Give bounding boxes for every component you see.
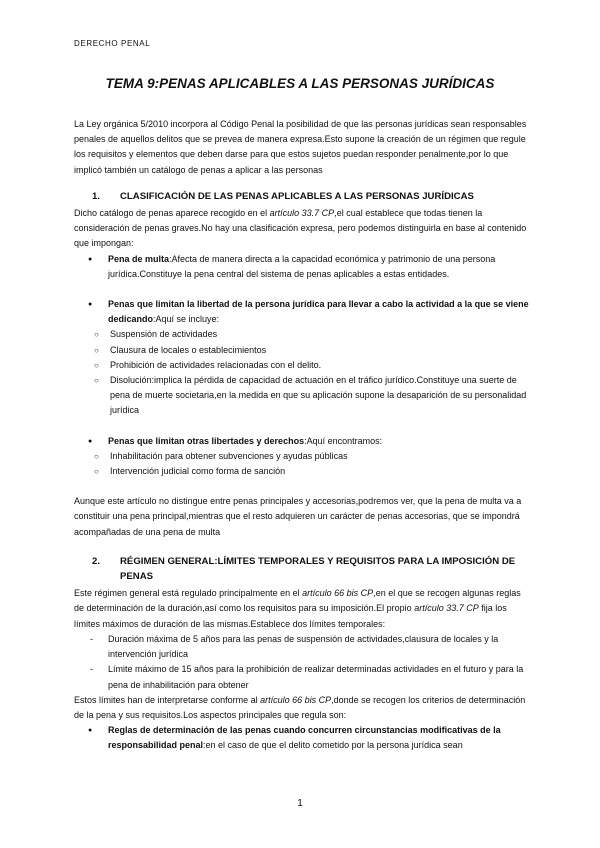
circle-bullet-icon: ○	[94, 345, 99, 355]
dash-icon: -	[90, 664, 93, 675]
sub-list	[74, 327, 530, 418]
section-2-title: RÉGIMEN GENERAL:LÍMITES TEMPORALES Y REQUISITOS PARA LA IMPOSICIÓN DE PENAS	[120, 555, 516, 583]
section-2-number: 2.	[92, 555, 101, 567]
page-number: 1	[297, 798, 303, 809]
circle-bullet-icon: ○	[94, 330, 99, 340]
sub-list-item: ○ Clausura de locales o establecimientos	[74, 343, 530, 358]
list-item: ● Penas que limitan otras libertades y derechos:Aquí encontramos:	[74, 434, 530, 449]
bullet-icon: ●	[88, 301, 93, 309]
sub-list-item: ○ Intervención judicial como forma de sanción	[74, 464, 530, 479]
list-item: ● Pena de multa:Afecta de manera directa a la capacidad económica y patrimonio de una persona jurídica.Constituye la pena central del sistema de penas aplicables a estas entidades.	[74, 252, 530, 282]
running-header: DERECHO PENAL	[74, 39, 151, 48]
bullet-icon: ●	[88, 255, 93, 263]
article-reference: artículo 33.7 CP	[269, 208, 335, 219]
document-title: TEMA 9:PENAS APLICABLES A LAS PERSONAS JURÍDICAS	[105, 76, 495, 91]
section-1-number: 1.	[92, 190, 101, 202]
intro-paragraph: La Ley orgánica 5/2010 incorpora al Código Penal la posibilidad de que las personas jurídicas sean responsables penales de aquellos delitos que se prevea de manera expresa.Esto supone la creación de un régimen que regule los requisitos y elementos que deben darse para que estos sujetos puedan responder penalmente,por lo que implicó también un catálogo de penas a aplicar a las personas	[74, 119, 527, 175]
section-1-closing-paragraph: Aunque este artículo no distingue entre penas principales y accesorias,podremos ver, que la pena de multa va a constituir una pena principal,mientras que el resto adquieren un carácter de penas accesorias, que se impondrá acompañadas de una pena de multa	[74, 496, 522, 537]
list-item-heading: Penas que limitan la libertad de la persona jurídica para llevar a cabo la actividad a la que se viene dedicando	[108, 299, 529, 325]
circle-bullet-icon: ○	[94, 451, 99, 461]
sub-list-item: ○ Disolución:implica la pérdida de capacidad de actuación en el tráfico jurídico.Constituye una suerte de pena de muerte societaria,en la medida en que su aplicación supone la desaparición de su personalidad jurídica	[74, 373, 530, 419]
article-reference: artículo 66 bis CP	[302, 588, 374, 599]
section-1-title: CLASIFICACIÓN DE LAS PENAS APLICABLES A LAS PERSONAS JURÍDICAS	[120, 190, 474, 202]
sub-list-item: ○ Prohibición de actividades relacionadas con el delito.	[74, 358, 530, 373]
article-reference: artículo 33.7 CP	[414, 603, 479, 614]
section-2-heading	[74, 554, 530, 584]
bullet-icon: ●	[88, 727, 93, 735]
sub-list-item: ○ Suspensión de actividades	[74, 327, 530, 342]
sub-list	[74, 449, 530, 479]
list-item-heading: Pena de multa	[108, 253, 170, 264]
sub-list-item: ○ Inhabilitación para obtener subvenciones y ayudas públicas	[74, 449, 530, 464]
list-item-heading: Penas que limitan otras libertades y derechos	[108, 435, 305, 446]
circle-bullet-icon: ○	[94, 376, 99, 386]
document-body	[74, 117, 530, 754]
section-2-paragraph: Este régimen general está regulado principalmente en el artículo 66 bis CP,en el que se recogen algunas reglas de determinación de la duración,así como los requisitos para su imposición.El propio artículo 33.7 CP fija los límites máximos de duración de las mismas.Establece dos límites temporales:	[74, 588, 521, 629]
dash-list-item: - Límite máximo de 15 años para la prohibición de realizar determinadas actividades en el futuro y para la pena de inhabilitación para obtener	[74, 662, 530, 692]
section-1-heading	[74, 189, 530, 204]
list-item: ● Penas que limitan la libertad de la persona jurídica para llevar a cabo la actividad a la que se viene dedicando:Aquí se incluye:	[74, 297, 530, 327]
circle-bullet-icon: ○	[94, 467, 99, 477]
dash-icon: -	[90, 633, 93, 644]
bullet-icon: ●	[88, 437, 93, 445]
article-reference: artículo 66 bis CP	[260, 694, 332, 705]
dash-list-item: - Duración máxima de 5 años para las penas de suspensión de actividades,clausura de locales y la intervención jurídica	[74, 632, 530, 662]
list-item: ● Reglas de determinación de las penas cuando concurren circunstancias modificativas de la responsabilidad penal:en el caso de que el delito cometido por la persona jurídica sean	[74, 723, 530, 753]
list-item-heading: Reglas de determinación de las penas cuando concurren circunstancias modificativas de la responsabilidad penal	[108, 725, 501, 751]
section-2-paragraph-2: Estos límites han de interpretarse conforme al artículo 66 bis CP,donde se recogen los criterios de determinación de la pena y sus requisitos.Los aspectos principales que regula son:	[74, 694, 526, 720]
section-1-paragraph: Dicho catálogo de penas aparece recogido en el artículo 33.7 CP,el cual establece que todas tienen la consideración de penas graves.No hay una clasificación expresa, pero podemos distinguirla en base al contenido que impongan:	[74, 208, 527, 249]
circle-bullet-icon: ○	[94, 360, 99, 370]
